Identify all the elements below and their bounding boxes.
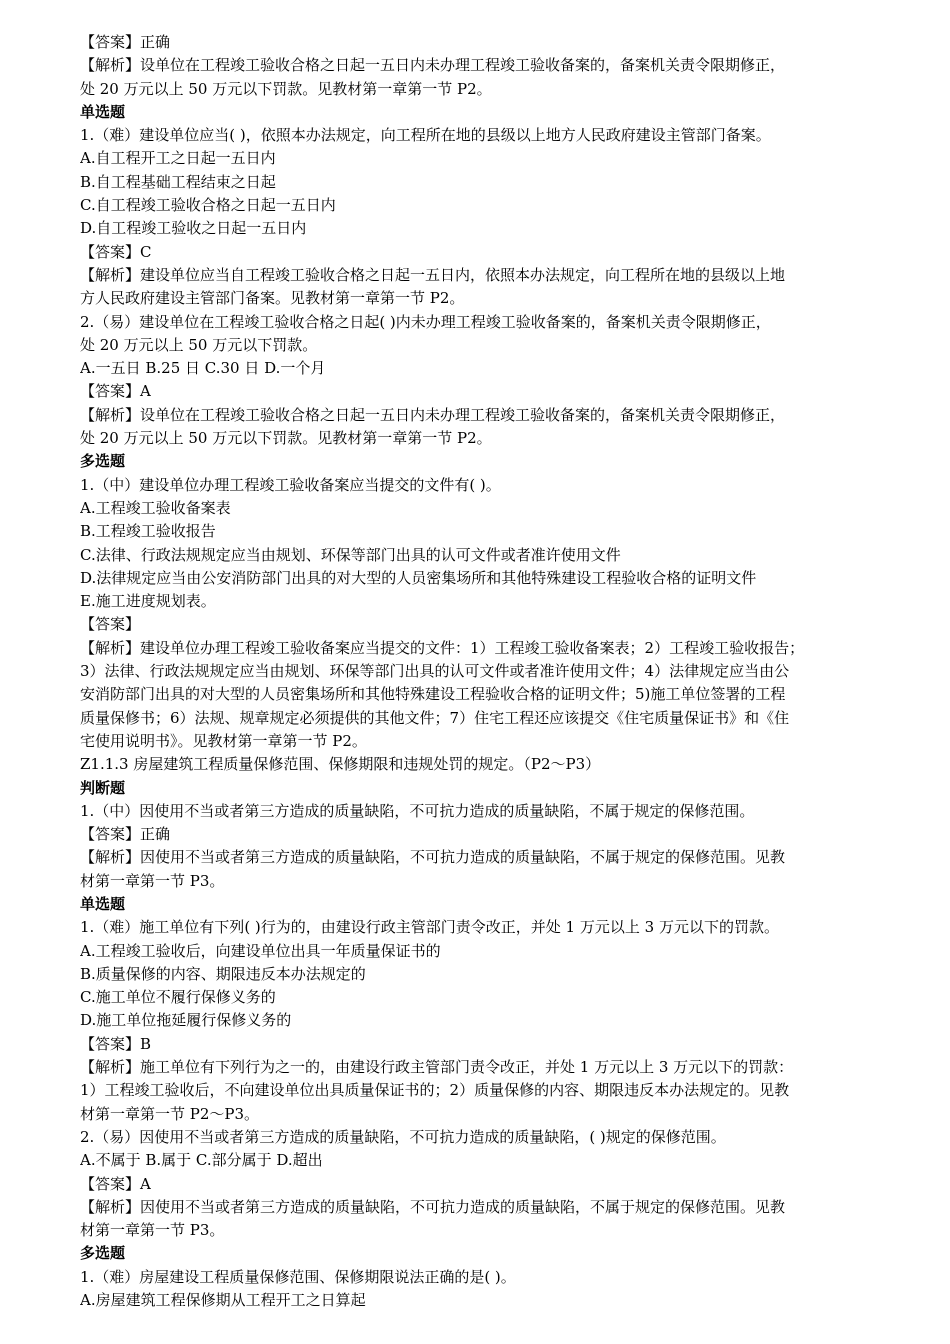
text-line: A.自工程开工之日起一五日内 — [80, 149, 276, 168]
text-line: 【解析】建设单位办理工程竣工验收备案应当提交的文件：1）工程竣工验收备案表；2）工程竣工验收报告； — [80, 638, 805, 657]
text-line: 【解析】设单位在工程竣工验收合格之日起一五日内未办理工程竣工验收备案的，备案机关责令限期修正， — [80, 56, 786, 75]
text-line: B.自工程基础工程结束之日起 — [80, 172, 276, 191]
text-line: 【答案】C — [80, 242, 152, 261]
text-line: 【答案】A — [80, 382, 151, 401]
text-line: 1.（难）房屋建设工程质量保修范围、保修期限说法正确的是( )。 — [80, 1267, 516, 1286]
text-line: 【解析】设单位在工程竣工验收合格之日起一五日内未办理工程竣工验收备案的，备案机关责令限期修正， — [80, 405, 786, 424]
section-heading: 单选题 — [80, 894, 126, 913]
text-line: A.一五日 B.25 日 C.30 日 D.一个月 — [80, 359, 326, 378]
text-line: 1.（难）建设单位应当( )，依照本办法规定，向工程所在地的县级以上地方人民政府建设主管部门备案。 — [80, 126, 771, 145]
text-line: 处 20 万元以上 50 万元以下罚款。 — [80, 335, 318, 354]
text-line: 质量保修书；6）法规、规章规定必须提供的其他文件；7）住宅工程还应该提交《住宅质量保证书》和《住 — [80, 708, 790, 727]
section-heading: 多选题 — [80, 452, 126, 471]
text-line: C.法律、行政法规规定应当由规划、环保等部门出具的认可文件或者准许使用文件 — [80, 545, 621, 564]
text-line: D.自工程竣工验收之日起一五日内 — [80, 219, 307, 238]
text-line: D.法律规定应当由公安消防部门出具的对大型的人员密集场所和其他特殊建设工程验收合格的证明文件 — [80, 568, 757, 587]
text-line: 处 20 万元以上 50 万元以下罚款。见教材第一章第一节 P2。 — [80, 429, 492, 448]
text-line: 1.（中）因使用不当或者第三方造成的质量缺陷，不可抗力造成的质量缺陷，不属于规定的保修范围。 — [80, 801, 755, 820]
text-line: 2.（易）因使用不当或者第三方造成的质量缺陷，不可抗力造成的质量缺陷，( )规定的保修范围。 — [80, 1127, 726, 1146]
text-line: A.工程竣工验收备案表 — [80, 498, 231, 517]
text-line: 【解析】因使用不当或者第三方造成的质量缺陷，不可抗力造成的质量缺陷，不属于规定的保修范围。见教 — [80, 1197, 786, 1216]
text-line: 1）工程竣工验收后，不向建设单位出具质量保证书的；2）质量保修的内容、期限违反本办法规定的。见教 — [80, 1081, 790, 1100]
text-line: 【解析】因使用不当或者第三方造成的质量缺陷，不可抗力造成的质量缺陷，不属于规定的保修范围。见教 — [80, 848, 786, 867]
text-line: D.施工单位拖延履行保修义务的 — [80, 1011, 292, 1030]
text-line: 【解析】建设单位应当自工程竣工验收合格之日起一五日内，依照本办法规定，向工程所在地的县级以上地 — [80, 265, 786, 284]
text-line: 1.（中）建设单位办理工程竣工验收备案应当提交的文件有( )。 — [80, 475, 501, 494]
text-line: 安消防部门出具的对大型的人员密集场所和其他特殊建设工程验收合格的证明文件；5)施工单位签署的工程 — [80, 685, 786, 704]
section-heading: 判断题 — [80, 778, 126, 797]
text-line: A.不属于 B.属于 C.部分属于 D.超出 — [80, 1151, 323, 1170]
text-line: E.施工进度规划表。 — [80, 592, 216, 611]
text-line: 材第一章第一节 P3。 — [80, 1221, 225, 1240]
text-line: 【答案】 — [80, 615, 141, 634]
text-line: 【解析】施工单位有下列行为之一的，由建设行政主管部门责令改正，并处 1 万元以上 3 万元以下的罚款： — [80, 1058, 794, 1077]
text-line: 【答案】正确 — [80, 33, 171, 51]
document-body — [80, 31, 890, 1312]
text-line: 宅使用说明书》。见教材第一章第一节 P2。 — [80, 731, 367, 750]
text-line: A.工程竣工验收后，向建设单位出具一年质量保证书的 — [80, 941, 441, 960]
section-heading: 单选题 — [80, 102, 126, 121]
section-heading: 多选题 — [80, 1244, 126, 1263]
text-line: 3）法律、行政法规规定应当由规划、环保等部门出具的认可文件或者准许使用文件；4）法律规定应当由公 — [80, 662, 790, 681]
text-line: 1.（难）施工单位有下列( )行为的，由建设行政主管部门责令改正，并处 1 万元以上 3 万元以下的罚款。 — [80, 918, 779, 937]
text-line: B.质量保修的内容、期限违反本办法规定的 — [80, 964, 366, 983]
text-line: 方人民政府建设主管部门备案。见教材第一章第一节 P2。 — [80, 289, 465, 308]
text-line: 2.（易）建设单位在工程竣工验收合格之日起( )内未办理工程竣工验收备案的，备案机关责令限期修正， — [80, 312, 771, 331]
text-line: 【答案】A — [80, 1174, 151, 1193]
text-line: C.自工程竣工验收合格之日起一五日内 — [80, 196, 336, 215]
text-line: A.房屋建筑工程保修期从工程开工之日算起 — [80, 1291, 366, 1310]
text-line: Z1.1.3 房屋建筑工程质量保修范围、保修期限和违规处罚的规定。（P2～P3） — [80, 755, 601, 774]
text-line: 材第一章第一节 P3。 — [80, 871, 225, 890]
text-line: 处 20 万元以上 50 万元以下罚款。见教材第一章第一节 P2。 — [80, 79, 492, 98]
text-line: C.施工单位不履行保修义务的 — [80, 988, 276, 1007]
text-line: B.工程竣工验收报告 — [80, 522, 216, 541]
text-line: 【答案】B — [80, 1034, 152, 1053]
text-line: 【答案】正确 — [80, 825, 171, 844]
text-line: 材第一章第一节 P2～P3。 — [80, 1104, 260, 1123]
